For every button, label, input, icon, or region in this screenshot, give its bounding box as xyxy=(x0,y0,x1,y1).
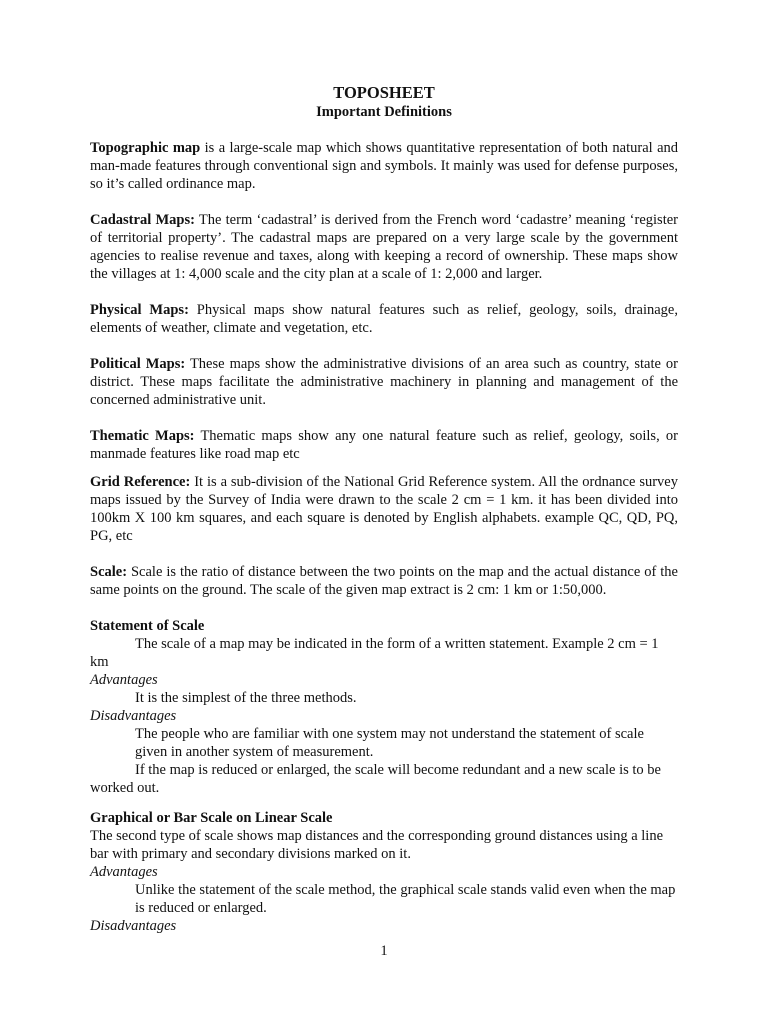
disadvantages-label: Disadvantages xyxy=(90,708,177,724)
disadvantage-item: If the map is reduced or enlarged, the scale will become redundant and a new scale is to be worked out. xyxy=(90,762,661,796)
section-heading: Statement of Scale xyxy=(90,618,205,634)
definition-text: It is a sub-division of the National Grid Reference system. All the ordnance survey maps issued by the Survey of India were drawn to the scale 2 cm = 1 km. it has been divided into 100km X 100 km squares, and each square is denoted by English alphabets. example QC, QD, PQ, PG, etc xyxy=(90,474,678,544)
definition-scale xyxy=(90,563,678,599)
document-title: TOPOSHEET xyxy=(333,83,435,102)
definition-thematic-maps xyxy=(90,427,678,463)
statement-of-scale-section xyxy=(90,617,678,797)
advantage-item: It is the simplest of the three methods. xyxy=(135,690,357,706)
section-spacer xyxy=(90,797,678,809)
definition-term: Grid Reference: xyxy=(90,474,191,490)
advantage-item: Unlike the statement of the scale method, the graphical scale stands valid even when the map is reduced or enlarged. xyxy=(135,882,676,916)
document-subtitle: Important Definitions xyxy=(316,104,452,120)
definition-physical-maps xyxy=(90,301,678,337)
definition-term: Thematic Maps: xyxy=(90,428,195,444)
disadvantages-label: Disadvantages xyxy=(90,918,177,934)
graphical-scale-section xyxy=(90,809,678,935)
definition-term: Political Maps: xyxy=(90,356,186,372)
definition-term: Scale: xyxy=(90,564,128,580)
definition-grid-reference xyxy=(90,473,678,545)
section-intro: The second type of scale shows map distances and the corresponding ground distances using a line bar with primary and secondary divisions marked on it. xyxy=(90,828,664,862)
page-number: 1 xyxy=(380,943,388,959)
definition-topographic-map xyxy=(90,139,678,193)
definition-term: Physical Maps: xyxy=(90,302,189,318)
advantages-label: Advantages xyxy=(90,864,158,880)
definition-term: Topographic map xyxy=(90,140,201,156)
definition-text: Thematic maps show any one natural feature such as relief, geology, soils, or manmade features like road map etc xyxy=(90,428,678,462)
definition-political-maps xyxy=(90,355,678,409)
section-heading: Graphical or Bar Scale on Linear Scale xyxy=(90,810,333,826)
disadvantage-item: The people who are familiar with one system may not understand the statement of scale given in another system of measurement. xyxy=(135,726,644,760)
advantages-label: Advantages xyxy=(90,672,158,688)
definition-term: Cadastral Maps: xyxy=(90,212,195,228)
section-intro: The scale of a map may be indicated in the form of a written statement. Example 2 cm = 1 km xyxy=(90,636,659,670)
definition-text: Scale is the ratio of distance between the two points on the map and the actual distance of the same points on the ground. The scale of the given map extract is 2 cm: 1 km or 1:50,000. xyxy=(90,564,678,598)
definition-text: is a large-scale map which shows quantitative representation of both natural and man-made features through conventional sign and symbols. It mainly was used for defense purposes, so it’s called ordinance map. xyxy=(90,140,678,192)
definition-text: The term ‘cadastral’ is derived from the French word ‘cadastre’ meaning ‘register of territorial property’. The cadastral maps are prepared on a very large scale by the government agencies to realise revenue and taxes, along with keeping a record of ownership. These maps show the villages at 1: 4,000 scale and the city plan at a scale of 1: 2,000 and larger. xyxy=(90,212,678,282)
definition-text: Physical maps show natural features such as relief, geology, soils, drainage, elements of weather, climate and vegetation, etc. xyxy=(90,302,678,336)
definition-text: These maps show the administrative divisions of an area such as country, state or district. These maps facilitate the administrative machinery in planning and management of the concerned administrative unit. xyxy=(90,356,678,408)
definition-cadastral-maps xyxy=(90,211,678,283)
